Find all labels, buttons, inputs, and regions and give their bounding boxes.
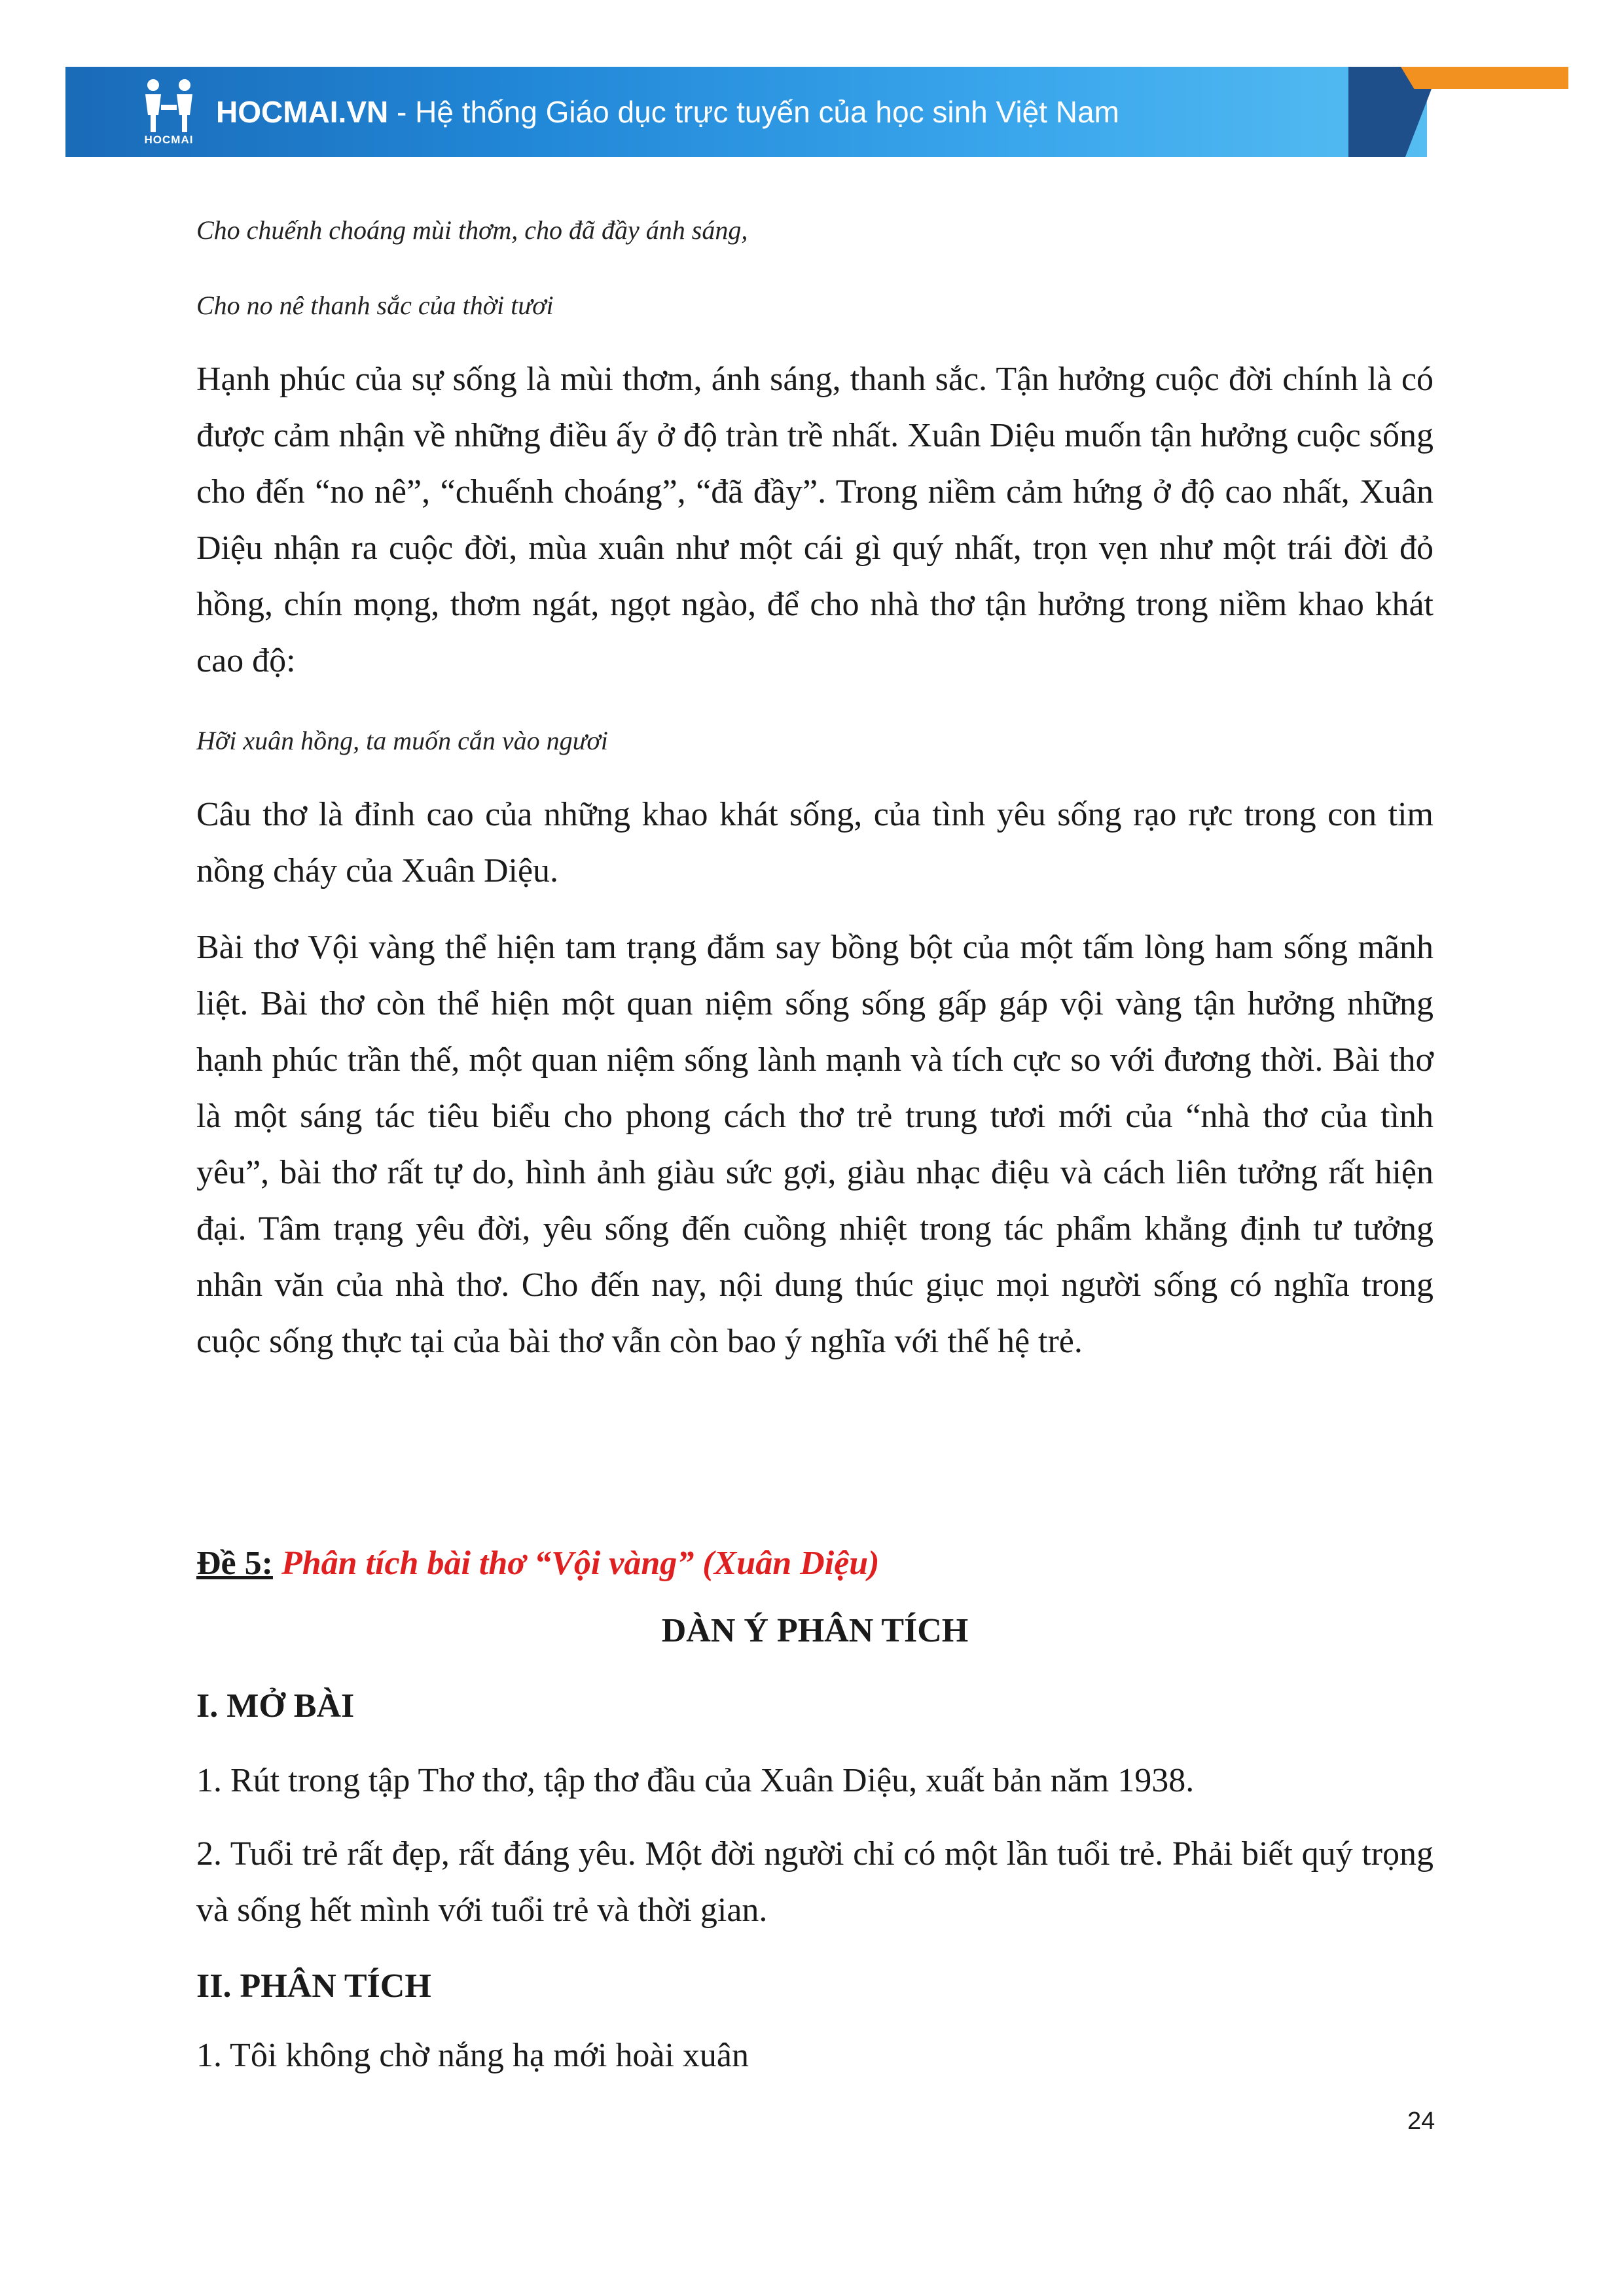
outline-item-3: 1. Tôi không chờ nắng hạ mới hoài xuân (196, 2037, 749, 2074)
header-tagline: - Hệ thống Giáo dục trực tuyến của học sinh Việt Nam (388, 95, 1119, 129)
verse-line-3: Hỡi xuân hồng, ta muốn cắn vào ngươi (196, 726, 608, 755)
paragraph-1: Hạnh phúc của sự sống là mùi thơm, ánh sáng, thanh sắc. Tận hưởng cuộc đời chính là có được cảm nhận về những điều ấy ở độ tràn trề nhất. Xuân Diệu muốn tận hưởng cuộc sống cho đến “no nê”, “chuếnh choáng”, “đã đầy”. Trong niềm cảm hứng ở độ cao nhất, Xuân Diệu nhận ra cuộc đời, mùa xuân như một cái gì quý nhất, trọn vẹn như một trái đời đỏ hồng, chín mọng, thơm ngát, ngọt ngào, để cho nhà thơ tận hưởng trong niềm khao khát cao độ: (196, 361, 1434, 679)
hocmai-figures-icon (139, 76, 199, 136)
exercise-title: Phân tích bài thơ “Vội vàng” (Xuân Diệu) (272, 1545, 880, 1582)
section-heading-1: I. MỞ BÀI (196, 1687, 355, 1725)
header-accent-tab (1401, 67, 1568, 89)
outline-item-1: 1. Rút trong tập Thơ thơ, tập thơ đầu của Xuân Diệu, xuất bản năm 1938. (196, 1762, 1195, 1799)
exercise-heading (196, 1543, 1434, 1585)
verse-line-2: Cho no nê thanh sắc của thời tươi (196, 291, 554, 320)
outline-item-2: 2. Tuổi trẻ rất đẹp, rất đáng yêu. Một đời người chỉ có một lần tuổi trẻ. Phải biết quý trọng và sống hết mình với tuổi trẻ và thời gian. (196, 1835, 1434, 1929)
paragraph-3: Bài thơ Vội vàng thể hiện tam trạng đắm say bồng bột của một tấm lòng ham sống mãnh liệt. Bài thơ còn thể hiện một quan niệm sống sống gấp gáp vội vàng tận hưởng những hạnh phúc trần thế, một quan niệm sống lành mạnh và tích cực so với đương thời. Bài thơ là một sáng tác tiêu biểu cho phong cách thơ trẻ trung tươi mới của “nhà thơ của tình yêu”, bài thơ rất tự do, hình ảnh giàu sức gợi, giàu nhạc điệu và cách liên tưởng rất hiện đại. Tâm trạng yêu đời, yêu sống đến cuồng nhiệt trong tác phẩm khẳng định tư tưởng nhân văn của nhà thơ. Cho đến nay, nội dung thúc giục mọi người sống có nghĩa trong cuộc sống thực tại của bài thơ vẫn còn bao ý nghĩa với thế hệ trẻ. (196, 929, 1434, 1360)
logo-caption: HOCMAI (144, 134, 194, 146)
outline-title: DÀN Ý PHÂN TÍCH (661, 1612, 969, 1649)
verse-line-1: Cho chuếnh choáng mùi thơm, cho đã đầy ánh sáng, (196, 215, 748, 245)
page-number: 24 (1407, 2108, 1435, 2135)
section-heading-2: II. PHÂN TÍCH (196, 1967, 431, 2005)
header-title[interactable] (216, 97, 1119, 127)
paragraph-2: Câu thơ là đỉnh cao của những khao khát sống, của tình yêu sống rạo rực trong con tim nồng cháy của Xuân Diệu. (196, 796, 1434, 889)
exercise-label: Đề 5: (196, 1545, 273, 1582)
brand-name[interactable]: HOCMAI.VN (216, 95, 389, 129)
